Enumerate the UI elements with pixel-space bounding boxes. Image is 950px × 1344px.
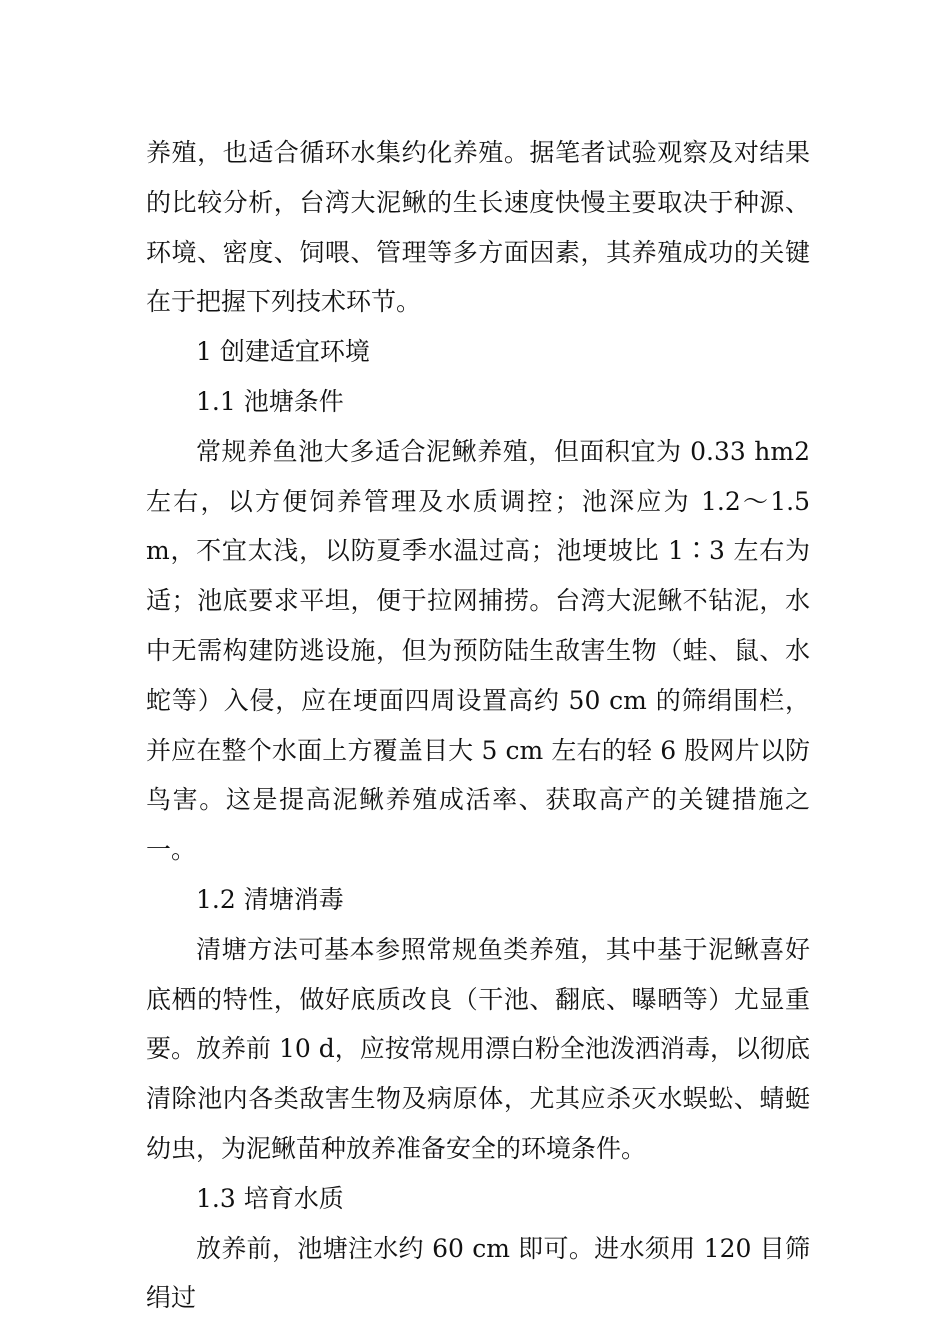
section-heading-1: 1 创建适宜环境: [196, 337, 370, 367]
paragraph-pond-disinfection: 清塘方法可基本参照常规鱼类养殖，其中基于泥鳅喜好底栖的特性，做好底质改良（干池、翻底、曝晒等）尤显重要。放养前 10 d，应按常规用漂白粉全池泼洒消毒，以彻底清除池内各类敌害生物及病原体，尤其应杀灭水蜈蚣、蜻蜓幼虫，为泥鳅苗种放养准备安全的环境条件。: [146, 934, 810, 1163]
document-body: [146, 128, 810, 1323]
paragraph-pond-conditions: 常规养鱼池大多适合泥鳅养殖，但面积宜为 0.33 hm2 左右，以方便饲养管理及水质调控；池深应为 1.2～1.5 m，不宜太浅，以防夏季水温过高；池埂坡比 1∶3 左右为适；池底要求平坦，便于拉网捕捞。台湾大泥鳅不钻泥，水中无需构建防逃设施，但为预防陆生敌害生物（蛙、鼠、水蛇等）入侵，应在埂面四周设置高约 50 cm 的筛绢围栏，并应在整个水面上方覆盖目大 5 cm 左右的轻 6 股网片以防鸟害。这是提高泥鳅养殖成活率、获取高产的关键措施之一。: [146, 436, 810, 865]
subsection-heading-1-3: 1.3 培育水质: [196, 1183, 344, 1213]
subsection-heading-1-2: 1.2 清塘消毒: [196, 884, 344, 914]
paragraph-intro: 养殖，也适合循环水集约化养殖。据笔者试验观察及对结果的比较分析，台湾大泥鳅的生长速度快慢主要取决于种源、环境、密度、饲喂、管理等多方面因素，其养殖成功的关键在于把握下列技术环节。: [146, 138, 810, 317]
subsection-heading-1-1: 1.1 池塘条件: [196, 386, 344, 416]
paragraph-water-quality: 放养前，池塘注水约 60 cm 即可。进水须用 120 目筛绢过: [146, 1233, 810, 1313]
